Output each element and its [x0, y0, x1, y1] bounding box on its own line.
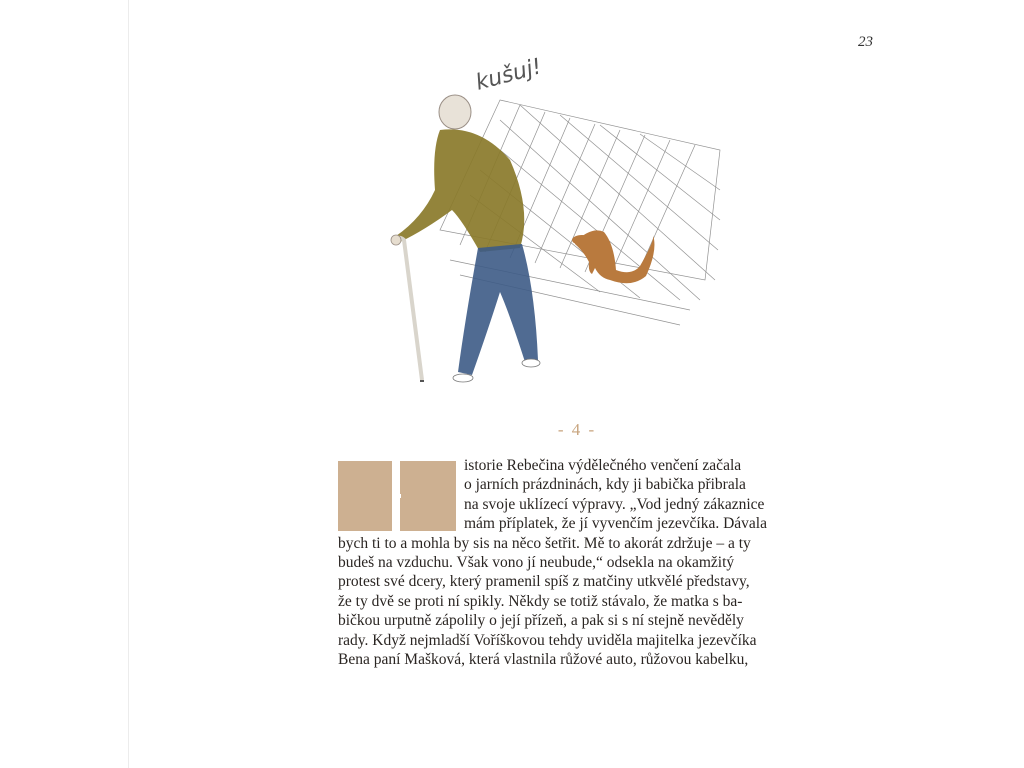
text-line: budeš na vzduchu. Však vono jí neubude,“ odsekla na okamžitý: [338, 553, 735, 571]
man-head: [439, 95, 471, 129]
chapter-number: - 4 -: [557, 420, 597, 439]
cane: [392, 238, 422, 380]
text-line: že ty dvě se proti ní spikly. Někdy se totiž stávalo, že matka s ba-: [338, 592, 743, 610]
dachshund-dog: [572, 230, 654, 283]
text-line: bych ti to a mohla by sis na něco šetřit. Mě to akorát zdržuje – a ty: [338, 534, 751, 552]
text-line: Bena paní Mašková, která vlastnila růžové auto, růžovou kabelku,: [338, 650, 749, 668]
man-shoe-left: [453, 374, 473, 382]
text-line: bičkou urputně zápolily o její přízeň, a pak si s ní stejně nevěděly: [338, 612, 744, 630]
text-line: protest své dcery, který pramenil spíš z matčiny utkvělé představy,: [338, 573, 750, 591]
drop-cap-initial: [338, 461, 456, 531]
text-line: istorie Rebečina výdělečného venčení začala: [464, 457, 742, 474]
handwritten-caption: kušuj!: [473, 54, 545, 96]
man-trousers: [458, 244, 538, 375]
text-line: o jarních prázdninách, kdy ji babička přibrala: [464, 476, 746, 494]
text-line: mám příplatek, že jí vyvenčím jezevčíka. Dávala: [464, 515, 767, 533]
man-shoe-right: [522, 359, 540, 367]
text-line: na svoje uklízecí výpravy. „Vod jedný zákaznice: [464, 495, 765, 513]
page-number: 23: [858, 34, 873, 50]
man-hand: [391, 235, 401, 245]
page-gutter: [128, 0, 129, 768]
body-text: [338, 456, 818, 669]
old-man-with-cane-and-dachshund-illustration: [370, 30, 740, 400]
text-line: rady. Když nejmladší Voříškovou tehdy uviděla majitelka jezevčíka: [338, 631, 757, 649]
